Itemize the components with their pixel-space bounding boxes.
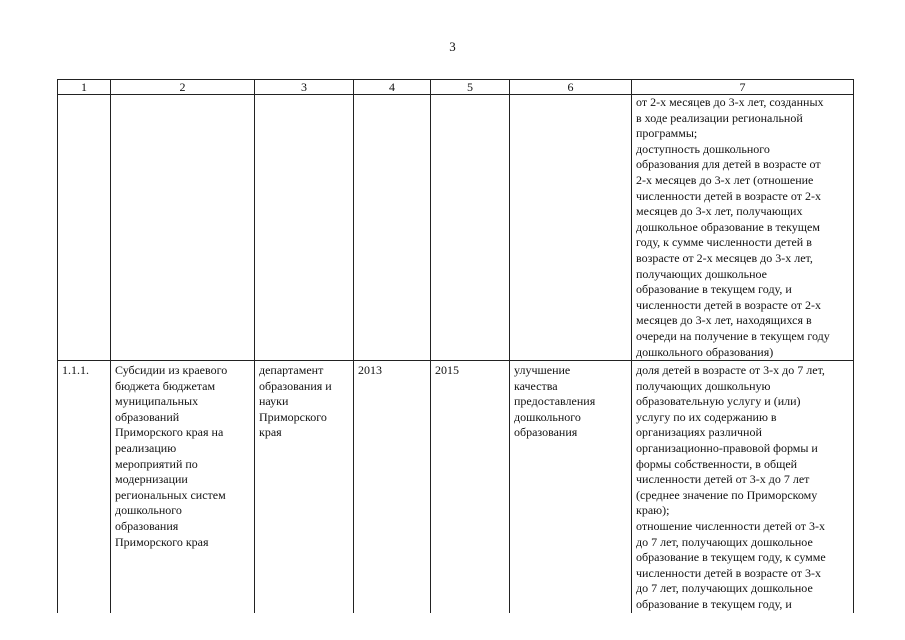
table-row-1-1-1 (58, 361, 854, 613)
cell-empty (354, 95, 431, 361)
cell-empty (58, 95, 111, 361)
cell-empty (510, 95, 632, 361)
executor-cell: департамент образования и науки Приморского края (255, 361, 354, 613)
end-year-cell: 2015 (431, 361, 510, 613)
start-year-cell: 2013 (354, 361, 431, 613)
column-header-2: 2 (111, 80, 255, 95)
indicators-continuation-cell: от 2-х месяцев до 3-х лет, созданных в ходе реализации региональной программы; доступность дошкольного образования для детей в возрасте от 2-х месяцев до 3-х лет (отношение численности детей в возрасте от 2-х месяцев до 3-х лет, получающих дошкольное образование в текущем году, к сумме численности детей в возрасте от 2-х месяцев до 3-х лет, получающих дошкольное образование в текущем году, и численности детей в возрасте от 2-х месяцев до 3-х лет, находящихся в очереди на получение в текущем году дошкольного образования) (632, 95, 854, 361)
column-number-header-row (58, 80, 854, 95)
cell-empty (431, 95, 510, 361)
program-activities-table (57, 79, 854, 613)
indicators-cell: доля детей в возрасте от 3-х до 7 лет, получающих дошкольную образовательную услугу и (или) услугу по их содержанию в организациях различной организационно-правовой формы и формы собственности, в общей численности детей от 3-х до 7 лет (среднее значение по Приморскому краю); отношение численности детей от 3-х до 7 лет, получающих дошкольное образование в текущем году, к сумме численности детей в возрасте от 3-х до 7 лет, получающих дошкольное образование в текущем году, и (632, 361, 854, 613)
column-header-5: 5 (431, 80, 510, 95)
page-number: 3 (449, 39, 456, 54)
table-row-continuation (58, 95, 854, 361)
column-header-4: 4 (354, 80, 431, 95)
column-header-3: 3 (255, 80, 354, 95)
column-header-1: 1 (58, 80, 111, 95)
column-header-6: 6 (510, 80, 632, 95)
activity-name-cell: Субсидии из краевого бюджета бюджетам муниципальных образований Приморского края на реализацию мероприятий по модернизации региональных систем дошкольного образования Приморского края (111, 361, 255, 613)
cell-empty (111, 95, 255, 361)
cell-empty (255, 95, 354, 361)
expected-result-cell: улучшение качества предоставления дошкольного образования (510, 361, 632, 613)
column-header-7: 7 (632, 80, 854, 95)
item-number-cell: 1.1.1. (58, 361, 111, 613)
